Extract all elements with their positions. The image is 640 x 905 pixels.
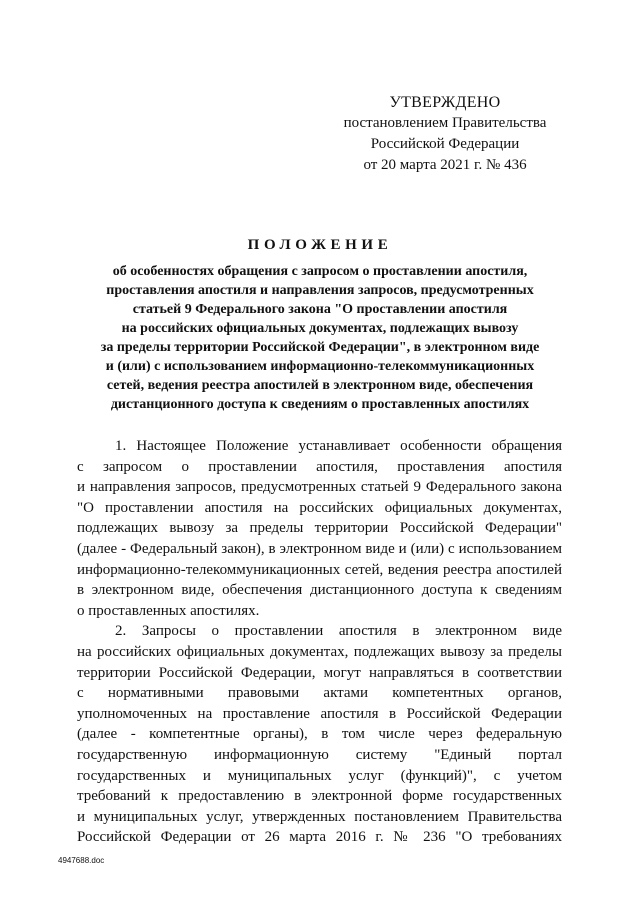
paragraph-line: в электронном виде, обеспечения дистанционного доступа к сведениям	[77, 582, 562, 599]
document-title: ПОЛОЖЕНИЕ	[247, 237, 393, 253]
paragraph-line: уполномоченных на проставление апостиля в Российской Федерации	[77, 705, 562, 722]
subtitle-line: статьей 9 Федерального закона "О проставлении апостиля	[132, 302, 508, 317]
paragraph-line: государственных и муниципальных услуг (функций)", с учетом	[77, 767, 562, 784]
paragraph-line: "О проставлении апостиля на российских официальных документах,	[77, 499, 562, 516]
file-code: 4947688.doc	[58, 856, 105, 865]
approval-date-number: от 20 марта 2021 г. № 436	[363, 157, 527, 173]
paragraph-1	[77, 436, 562, 621]
paragraph-line: информационно-телекоммуникационных сетей, ведения реестра апостилей	[77, 561, 562, 578]
approval-line-2: Российской Федерации	[370, 136, 520, 152]
subtitle-line: и (или) с использованием информационно-телекоммуникационных	[105, 359, 535, 374]
approval-line-1: постановлением Правительства	[343, 115, 547, 131]
paragraph-line: с нормативными правовыми актами компетентных органов,	[77, 685, 562, 702]
paragraph-line: территории Российской Федерации, могут направляться в соответствии	[77, 664, 562, 681]
subtitle-line: на российских официальных документах, подлежащих вывозу	[121, 321, 519, 336]
paragraph-line: с запросом о проставлении апостиля, проставления апостиля	[77, 458, 562, 475]
paragraph-2	[77, 621, 562, 848]
document-subtitle	[60, 262, 580, 414]
subtitle-line: сетей, ведения реестра апостилей в электронном виде, обеспечения	[106, 378, 534, 393]
subtitle-line: проставления апостиля и направления запросов, предусмотренных	[106, 283, 534, 298]
subtitle-line: об особенностях обращения с запросом о проставлении апостиля,	[112, 264, 528, 279]
approval-title: УТВЕРЖДЕНО	[389, 94, 501, 111]
approval-stamp	[330, 92, 560, 176]
paragraph-line: на российских официальных документах, подлежащих вывозу за пределы	[77, 643, 562, 660]
paragraph-line: и направления запросов, предусмотренных статьей 9 Федерального закона	[77, 479, 562, 496]
subtitle-line: за пределы территории Российской Федерации", в электронном виде	[100, 340, 540, 355]
paragraph-line: требований к предоставлению в электронной форме государственных	[77, 788, 562, 805]
paragraph-line: 1. Настоящее Положение устанавливает особенности обращения	[115, 438, 562, 454]
paragraph-line: Российской Федерации от 26 марта 2016 г. № 236 "О требованиях	[77, 829, 562, 846]
paragraph-line: (далее - Федеральный закон), в электронном виде и (или) с использованием	[77, 540, 562, 557]
paragraph-line: (далее - компетентные органы), в том числе через федеральную	[77, 726, 562, 743]
paragraph-line: о проставленных апостилях.	[77, 602, 260, 619]
paragraph-line: и муниципальных услуг, утвержденных постановлением Правительства	[77, 808, 562, 825]
document-body	[77, 436, 562, 848]
paragraph-line: подлежащих вывозу за пределы территории Российской Федерации"	[77, 520, 562, 537]
paragraph-line: 2. Запросы о проставлении апостиля в электронном виде	[115, 623, 562, 640]
subtitle-line: дистанционного доступа к сведениям о проставленных апостилях	[110, 397, 530, 412]
paragraph-line: государственную информационную систему "Единый портал	[77, 746, 562, 763]
